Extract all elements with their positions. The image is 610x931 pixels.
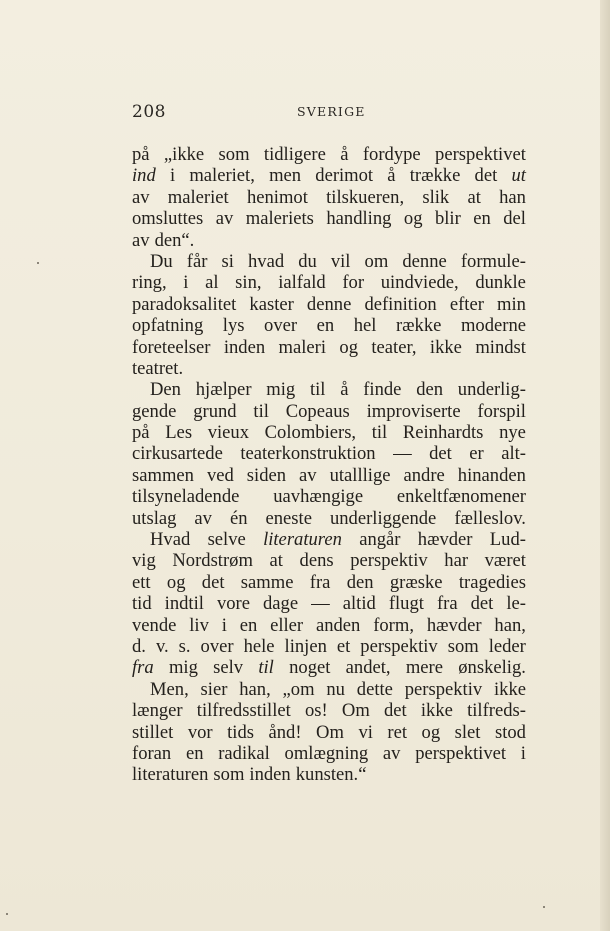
word: række <box>395 315 442 337</box>
text-line <box>132 208 526 229</box>
word: inden <box>249 764 291 786</box>
word: mere <box>405 657 443 679</box>
word: en <box>473 208 491 230</box>
word: om <box>364 250 389 272</box>
word: ret <box>387 721 408 743</box>
word: vor <box>187 721 213 743</box>
word: anden <box>315 614 361 636</box>
word: Copeaus <box>285 400 350 422</box>
word: alt- <box>501 443 526 465</box>
word: men <box>269 165 302 187</box>
word: underlig- <box>457 379 526 401</box>
text-line <box>132 187 526 208</box>
word: selve <box>207 529 246 551</box>
word: til <box>253 400 269 422</box>
word: Om <box>341 700 370 722</box>
word: har <box>444 550 469 572</box>
text-line <box>132 422 526 443</box>
text-line <box>132 401 526 422</box>
text-line <box>132 550 526 571</box>
text-line <box>132 593 526 614</box>
word: til <box>309 379 326 401</box>
word: det <box>383 700 407 722</box>
word: noget <box>289 657 331 679</box>
text-line <box>132 230 526 251</box>
word: og <box>339 336 358 358</box>
word: det <box>474 165 498 187</box>
word: forspil <box>477 400 526 422</box>
word: linjen <box>284 635 327 657</box>
word: moderne <box>460 315 526 337</box>
paper-speck <box>37 262 39 264</box>
word: omsluttes <box>132 208 204 230</box>
word: foran <box>132 742 172 764</box>
paper-speck <box>6 913 8 915</box>
word: maleriet <box>167 186 229 208</box>
page-number: 208 <box>132 102 166 122</box>
word: dunkle <box>475 272 526 294</box>
text-line <box>132 465 526 486</box>
word: Men, <box>150 678 189 700</box>
word: et <box>336 635 351 657</box>
word: av <box>194 507 212 529</box>
word: formule- <box>460 250 526 272</box>
word: min <box>497 293 526 315</box>
word: mig <box>266 379 296 401</box>
word: teater, <box>371 336 417 358</box>
word: literaturen <box>263 529 342 551</box>
word: en <box>185 742 204 764</box>
word: stillet <box>132 721 174 743</box>
running-head: SVERIGE <box>297 104 366 119</box>
word: Reinhardts <box>402 422 484 444</box>
word: været <box>484 550 526 572</box>
word: eller <box>270 614 304 636</box>
word: eneste <box>265 507 312 529</box>
word: flugt <box>388 593 424 615</box>
word: den <box>416 379 444 401</box>
word: nye <box>499 422 526 444</box>
word: i <box>183 272 189 294</box>
word: nu <box>326 678 345 700</box>
word: denne <box>306 293 352 315</box>
word: literaturen <box>132 764 209 786</box>
word: foreteelser <box>132 336 211 358</box>
word: mig <box>168 657 198 679</box>
word: mindst <box>475 336 526 358</box>
word: fælleslov. <box>454 507 526 529</box>
word: å <box>340 379 349 401</box>
word: over <box>200 635 234 657</box>
word: en <box>239 614 258 636</box>
word: i <box>221 614 227 636</box>
word: Nordstrøm <box>172 550 253 572</box>
word: stod <box>494 721 526 743</box>
word: ikke <box>420 700 453 722</box>
word: trække <box>409 165 461 187</box>
word: denne <box>402 250 447 272</box>
word: efter <box>449 293 484 315</box>
text-line <box>132 144 526 165</box>
word: angår <box>359 529 401 551</box>
text-line <box>132 165 526 186</box>
word: han <box>499 186 526 208</box>
word: det <box>201 571 225 593</box>
text-line <box>132 743 526 764</box>
word: på <box>132 422 150 444</box>
word: får <box>186 250 208 272</box>
word: over <box>264 315 298 337</box>
word: sin, <box>235 272 262 294</box>
body-text <box>132 144 526 786</box>
word: slik <box>422 186 450 208</box>
word: uindviede, <box>380 272 459 294</box>
word: fra <box>309 571 331 593</box>
word: til <box>371 422 388 444</box>
word: vende <box>132 614 177 636</box>
text-line <box>132 315 526 336</box>
word: utslag <box>132 507 177 529</box>
word: å <box>387 165 396 187</box>
word: vig <box>132 550 156 572</box>
word: inden <box>223 336 266 358</box>
word: Colombiers, <box>264 422 357 444</box>
word: underliggende <box>329 507 437 529</box>
word: tid <box>132 593 152 615</box>
text-line <box>132 657 526 678</box>
word: Les <box>165 422 193 444</box>
text-line <box>132 251 526 272</box>
word: henimot <box>246 186 308 208</box>
word: tids <box>227 721 254 743</box>
word: ikke <box>429 336 462 358</box>
word: ønskelig. <box>458 657 526 679</box>
word: improviserte <box>366 400 461 422</box>
word: definition <box>364 293 437 315</box>
text-line <box>132 529 526 550</box>
word: finde <box>363 379 402 401</box>
word: fra <box>436 593 458 615</box>
text-line <box>132 379 526 400</box>
word: den <box>346 571 374 593</box>
word: altid <box>342 593 376 615</box>
word: si <box>221 250 234 272</box>
word: al <box>205 272 219 294</box>
word: du <box>298 250 317 272</box>
word: Den <box>150 379 181 401</box>
text-line <box>132 700 526 721</box>
word: og <box>166 571 186 593</box>
word: som <box>213 764 245 786</box>
text-line <box>132 486 526 507</box>
word: kunsten.“ <box>295 764 367 786</box>
word: å <box>340 144 349 165</box>
word: hele <box>243 635 275 657</box>
word: det <box>429 443 452 465</box>
word: teatret. <box>132 357 184 379</box>
word: dette <box>356 678 393 700</box>
word: tragedies <box>458 571 526 593</box>
word: gende <box>132 400 177 422</box>
word: tilfreds- <box>467 700 526 722</box>
word: til <box>258 657 274 679</box>
word: tilfredsstillet <box>196 700 291 722</box>
word: ett <box>132 571 151 593</box>
word: av <box>215 208 234 230</box>
word: hævder <box>417 529 473 551</box>
word: av <box>382 742 401 764</box>
word: Du <box>150 250 173 272</box>
word: andre <box>403 464 445 486</box>
word: ring, <box>132 272 167 294</box>
word: en <box>316 315 335 337</box>
word: perspektivet <box>415 742 507 764</box>
word: blir <box>434 208 461 230</box>
word: andet, <box>345 657 391 679</box>
word: grund <box>193 400 237 422</box>
word: tilskueren, <box>326 186 405 208</box>
word: leder <box>488 635 526 657</box>
word: lys <box>222 315 245 337</box>
word: tilsyneladende <box>132 486 240 508</box>
word: græske <box>389 571 443 593</box>
text-line <box>132 636 526 657</box>
word: vil <box>330 250 351 272</box>
word: at <box>269 550 283 572</box>
text-line <box>132 272 526 293</box>
word: cirkusartede <box>132 443 223 465</box>
word: ved <box>206 464 234 486</box>
word: liv <box>189 614 209 636</box>
word: dage <box>263 593 299 615</box>
word: ikke <box>493 678 526 700</box>
text-line <box>132 294 526 315</box>
word: selv <box>213 657 244 679</box>
word: maleriets <box>245 208 314 230</box>
word: os! <box>304 700 328 722</box>
word: perspektiv <box>350 550 428 572</box>
word: at <box>467 186 481 208</box>
word: handling <box>326 208 392 230</box>
word: form, <box>373 614 414 636</box>
word: maleriet, <box>189 165 255 187</box>
word: og <box>421 721 441 743</box>
text-line <box>132 722 526 743</box>
word: — <box>393 443 412 465</box>
word: — <box>311 593 330 615</box>
word: „om <box>282 678 315 700</box>
word: radikal <box>218 742 270 764</box>
word: av <box>299 464 317 486</box>
word: i <box>520 742 526 764</box>
word: tidligere <box>263 144 326 165</box>
text-line <box>132 764 526 785</box>
word: omlægning <box>284 742 369 764</box>
word: s. <box>178 635 191 657</box>
word: ind <box>132 165 156 187</box>
word: le- <box>506 593 526 615</box>
word: av <box>132 186 150 208</box>
word: siden <box>246 464 287 486</box>
word: længer <box>132 700 183 722</box>
word: er <box>469 443 484 465</box>
word: ut <box>511 165 526 187</box>
word: perspektiv <box>404 678 483 700</box>
word: utalllige <box>329 464 391 486</box>
word: perspektiv <box>360 635 438 657</box>
word: han, <box>494 614 526 636</box>
word: for <box>342 272 365 294</box>
word: maleri <box>278 336 327 358</box>
word: Hvad <box>150 529 191 551</box>
word: hjælper <box>195 379 252 401</box>
text-line <box>132 508 526 529</box>
word: sier <box>200 678 228 700</box>
word: opfatning <box>132 315 204 337</box>
word: hævder <box>426 614 482 636</box>
word: samme <box>240 571 294 593</box>
word: del <box>503 208 526 230</box>
word: ånd! <box>268 721 302 743</box>
word: sammen <box>132 464 194 486</box>
word: på <box>132 144 150 165</box>
word: én <box>229 507 248 529</box>
word: og <box>403 208 423 230</box>
text-line <box>132 572 526 593</box>
word: dens <box>299 550 334 572</box>
word: ialfald <box>278 272 326 294</box>
word: fordype <box>362 144 421 165</box>
word: hinanden <box>457 464 526 486</box>
word: „ikke <box>163 144 205 165</box>
word: han, <box>239 678 271 700</box>
word: kaster <box>249 293 294 315</box>
text-line <box>132 358 526 379</box>
word: uavhængige <box>273 486 364 508</box>
word: vi <box>358 721 373 743</box>
word: i <box>169 165 176 187</box>
word: indtil <box>164 593 204 615</box>
word: fra <box>132 657 154 679</box>
word: v. <box>155 635 169 657</box>
page-header <box>132 98 526 124</box>
word: som <box>218 144 250 165</box>
word: paradoksalitet <box>132 293 237 315</box>
paper-speck <box>543 906 545 908</box>
text-line <box>132 679 526 700</box>
word: slet <box>454 721 481 743</box>
word: den“. <box>154 229 195 251</box>
page-edge-shadow <box>600 0 610 931</box>
word: hvad <box>247 250 285 272</box>
word: derimot <box>315 165 374 187</box>
word: Om <box>316 721 344 743</box>
word: d. <box>132 635 146 657</box>
word: enkeltfænomener <box>396 486 526 508</box>
word: av <box>132 229 150 251</box>
text-line <box>132 337 526 358</box>
word: som <box>447 635 479 657</box>
word: det <box>470 593 494 615</box>
text-line <box>132 443 526 464</box>
word: Lud- <box>489 529 526 551</box>
word: vieux <box>207 422 250 444</box>
text-line <box>132 615 526 636</box>
word: perspektivet <box>435 144 526 165</box>
word: teaterkonstruktion <box>240 443 376 465</box>
word: vore <box>216 593 250 615</box>
word: hel <box>353 315 377 337</box>
